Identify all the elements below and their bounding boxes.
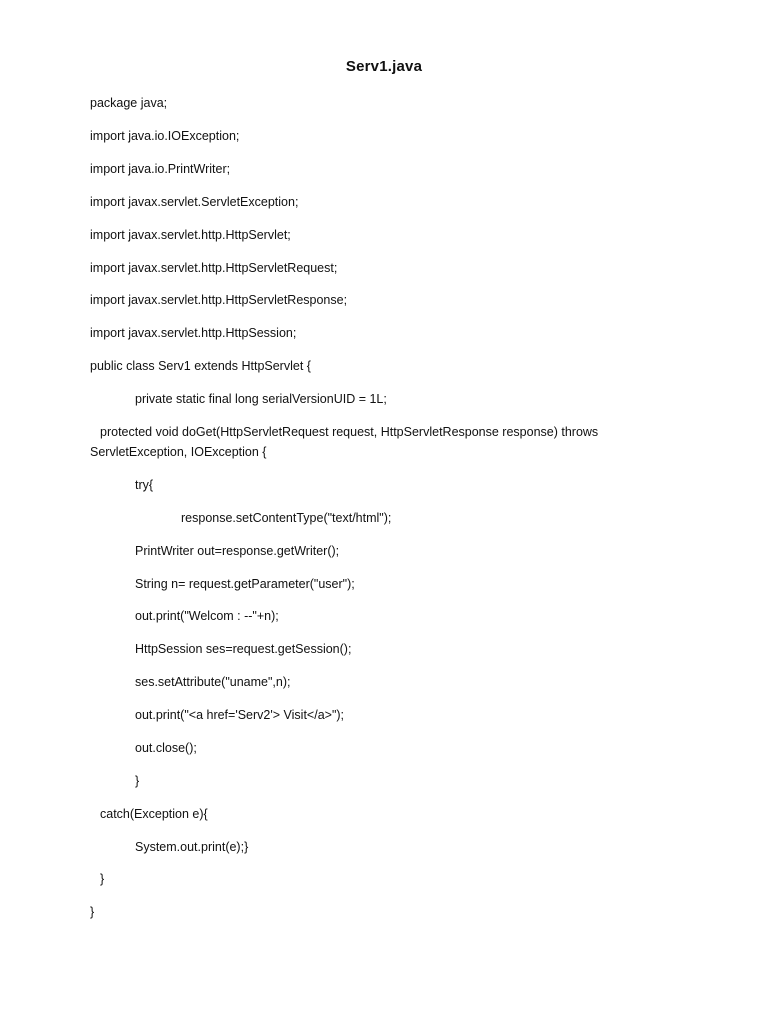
- code-line: import javax.servlet.http.HttpSession;: [90, 326, 297, 340]
- code-line: System.out.print(e);}: [135, 840, 249, 854]
- code-line: out.print("Welcom : --"+n);: [135, 609, 279, 623]
- code-line: }: [135, 774, 140, 788]
- code-line: package java;: [90, 96, 168, 110]
- code-line: ses.setAttribute("uname",n);: [135, 675, 291, 689]
- code-line: import java.io.IOException;: [90, 129, 240, 143]
- code-line: catch(Exception e){: [100, 807, 208, 821]
- code-line: PrintWriter out=response.getWriter();: [135, 544, 340, 558]
- code-line: import javax.servlet.http.HttpServlet;: [90, 228, 291, 242]
- document-title: Serv1.java: [345, 58, 423, 75]
- code-line: private static final long serialVersionUID = 1L;: [135, 392, 387, 406]
- code-line: import javax.servlet.http.HttpServletRequest;: [90, 261, 338, 275]
- code-line: response.setContentType("text/html");: [181, 511, 392, 525]
- code-line: }: [100, 872, 105, 886]
- code-line: out.print("<a href='Serv2'> Visit</a>");: [135, 708, 345, 722]
- code-line: String n= request.getParameter("user");: [135, 577, 355, 591]
- code-line: import javax.servlet.ServletException;: [90, 195, 299, 209]
- code-line: try{: [135, 478, 154, 492]
- code-line: public class Serv1 extends HttpServlet {: [90, 359, 311, 373]
- code-line: out.close();: [135, 741, 197, 755]
- code-line: }: [90, 905, 95, 919]
- code-line: protected void doGet(HttpServletRequest request, HttpServletResponse response) throws: [100, 425, 599, 439]
- code-line: ServletException, IOException {: [90, 445, 267, 459]
- code-line: import java.io.PrintWriter;: [90, 162, 231, 176]
- code-line: HttpSession ses=request.getSession();: [135, 642, 352, 656]
- code-line: import javax.servlet.http.HttpServletResponse;: [90, 293, 348, 307]
